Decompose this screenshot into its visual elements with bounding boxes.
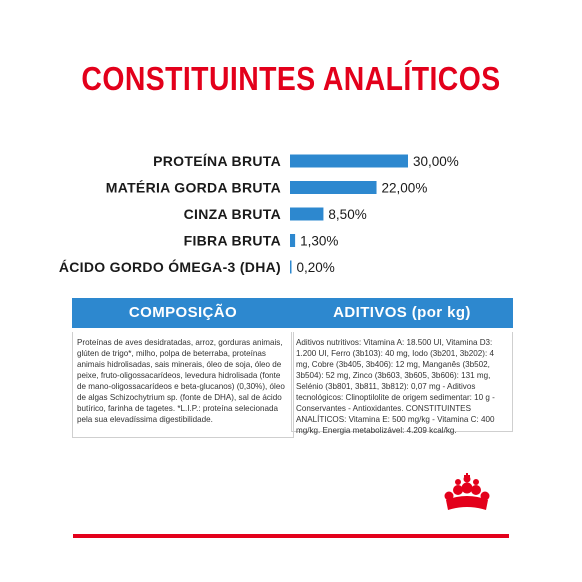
additives-text: Aditivos nutritivos: Vitamina A: 18.500 UI, Vitamina D3: 1.200 UI, Ferro (3b103): 40 mg, Iodo (3b201, 3b202): 4 mg, Cobre (3b405, 3b406): 12 mg, Manganês (3b502, 3b504): 52 mg, Zinco (3b603, 3b605, 3b606): 131 mg, Selénio (3b801, 3b811, 3b812): 0,07 mg - Aditivos tecnológicos: Clinoptilolite de origem sedimentar: 10 g - Conservantes - Antioxidantes. CONSTITUINTES ANALÍTICOS: Vitamina E: 500 mg/kg - Vitamina C: 400 mg/kg. Energia metabolizável: 4.209 kcal/kg.: [291, 332, 513, 432]
additives-header: ADITIVOS (por kg): [291, 298, 513, 328]
bar: [290, 181, 377, 194]
bar-chart: [0, 150, 582, 285]
value-label: 22,00%: [381, 180, 428, 196]
crown-icon: [438, 472, 496, 516]
page-title: CONSTITUINTES ANALÍTICOS: [81, 60, 501, 97]
category-label: PROTEÍNA BRUTA: [153, 153, 281, 169]
bar: [290, 261, 292, 274]
value-label: 30,00%: [413, 154, 459, 169]
value-label: 0,20%: [296, 260, 335, 275]
composition-panel: [72, 298, 294, 438]
additives-panel: [291, 298, 513, 435]
bottom-accent-bar: [73, 534, 509, 538]
bar: [290, 208, 323, 221]
category-label: FIBRA BRUTA: [183, 232, 281, 249]
value-label: 1,30%: [300, 233, 339, 249]
bar: [290, 234, 295, 247]
bar: [290, 155, 408, 168]
value-label: 8,50%: [328, 207, 367, 222]
category-label: MATÉRIA GORDA BRUTA: [105, 179, 281, 196]
composition-text: Proteínas de aves desidratadas, arroz, gorduras animais, glúten de trigo*, milho, polpa de beterraba, proteínas animais hidrolisadas, sais minerais, óleo de soja, óleo de peixe, fruto-oligossacarídeos, levedura hidrolisada (fonte de mano-oligossacarídeos e beta-glucanos) (0,30%), óleo de algas Schizochytrium sp. (fonte de DHA), sal de ácido butírico, farinha de tagetes. *L.I.P.: proteína selecionada pela sua elevadíssima digestibilidade.: [72, 332, 294, 438]
composition-header: COMPOSIÇÃO: [72, 298, 294, 328]
category-label: CINZA BRUTA: [183, 206, 281, 222]
category-label: ÁCIDO GORDO ÓMEGA-3 (DHA): [58, 259, 281, 275]
